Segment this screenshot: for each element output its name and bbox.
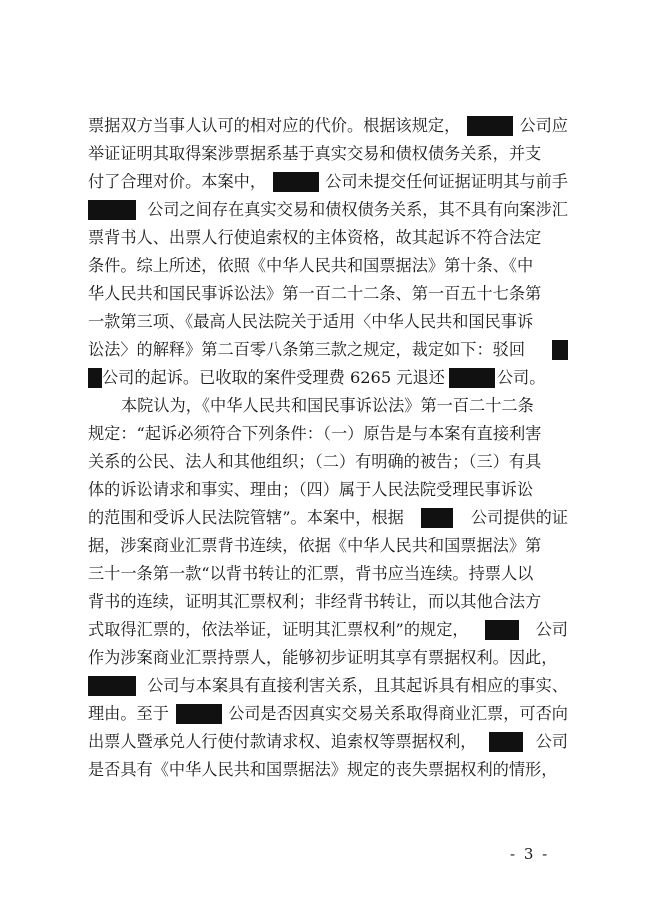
text-segment: 作为涉案商业汇票持票人，能够初步证明其享有票据权利。因此， (88, 648, 558, 667)
redaction-block (552, 340, 568, 360)
redaction-block (88, 368, 102, 388)
text-line (88, 112, 568, 140)
text-line (88, 224, 568, 252)
text-line (88, 280, 568, 308)
text-segment: 公司 (535, 732, 568, 751)
text-segment: 公司 (535, 620, 568, 639)
redaction-block (485, 620, 519, 640)
page-number: - 3 - (510, 845, 550, 863)
text-segment: 公司与本案具有直接利害关系，且其起诉具有相应的事实、 (147, 676, 568, 695)
text-segment: 公司是否因真实交易关系取得商业汇票，可否向 (228, 704, 568, 723)
text-segment: 华人民共和国民事诉讼法》第一百二十二条、第一百五十七条第 (88, 284, 542, 303)
redaction-block (489, 732, 523, 752)
text-line (88, 644, 568, 672)
text-segment: 公司。 (496, 368, 546, 387)
text-segment: 出票人暨承兑人行使付款请求权、追索权等票据权利， (88, 732, 477, 751)
text-segment: 票背书人、出票人行使追索权的主体资格，故其起诉不符合法定 (88, 228, 542, 247)
text-segment: 票据双方当事人认可的相对应的代价。根据该规定， (88, 116, 461, 135)
redaction-block (421, 508, 453, 528)
text-line (88, 672, 568, 700)
text-line (88, 560, 568, 588)
text-segment: 规定：“起诉必须符合下列条件：（一）原告是与本案有直接利害 (88, 424, 542, 443)
text-line (88, 140, 568, 168)
text-segment: 一款第三项、《最高人民法院关于适用〈中华人民共和国民事诉 (88, 312, 534, 331)
text-line (88, 756, 568, 784)
text-line (88, 336, 568, 364)
text-segment: 公司应 (519, 116, 568, 135)
text-line (88, 420, 568, 448)
redaction-block (88, 200, 136, 220)
text-line (88, 448, 568, 476)
redaction-block (273, 172, 319, 192)
text-segment: 举证证明其取得案涉票据系基于真实交易和债权债务关系，并支 (88, 144, 542, 163)
text-segment: 式取得汇票的，依法举证，证明其汇票权利”的规定， (88, 620, 469, 639)
text-segment: 据，涉案商业汇票背书连续，依据《中华人民共和国票据法》第 (88, 536, 542, 555)
text-segment: 理由。至于 (88, 704, 169, 723)
redaction-block (449, 368, 495, 388)
text-line (88, 196, 568, 224)
redaction-block (467, 116, 513, 136)
text-line (88, 588, 568, 616)
text-line (88, 532, 568, 560)
text-segment: 公司提供的证 (470, 508, 568, 527)
text-line (88, 168, 568, 196)
text-line (121, 392, 568, 420)
redaction-block (88, 676, 136, 696)
text-line (88, 504, 568, 532)
redaction-block (176, 704, 222, 724)
text-segment: 关系的公民、法人和其他组织；（二）有明确的被告；（三）有具 (88, 452, 542, 471)
text-segment: 公司未提交任何证据证明其与前手 (325, 172, 568, 191)
text-line (88, 476, 568, 504)
text-segment: 讼法〉的解释》第二百零八条第三款之规定，裁定如下：驳回 (88, 340, 526, 359)
text-line (88, 364, 568, 392)
text-segment: 是否具有《中华人民共和国票据法》规定的丧失票据权利的情形， (88, 760, 558, 779)
text-line (88, 700, 568, 728)
text-line (88, 728, 568, 756)
text-segment: 的范围和受诉人民法院管辖”。本案中，根据 (88, 508, 404, 527)
text-segment: 公司的起诉。已收取的案件受理费 6265 元退还 (102, 368, 445, 387)
text-segment: 背书的连续，证明其汇票权利；非经背书转让，而以其他合法方 (88, 592, 542, 611)
text-segment: 三十一条第一款“以背书转让的汇票，背书应当连续。持票人以 (88, 564, 534, 583)
text-segment: 本院认为，《中华人民共和国民事诉讼法》第一百二十二条 (121, 396, 534, 415)
text-segment: 体的诉讼请求和事实、理由；（四）属于人民法院受理民事诉讼 (88, 480, 534, 499)
text-line (88, 308, 568, 336)
text-segment: 条件。综上所述，依照《中华人民共和国票据法》第十条、《中 (88, 256, 534, 275)
text-line (88, 252, 568, 280)
text-segment: 付了合理对价。本案中， (88, 172, 267, 191)
text-segment: 公司之间存在真实交易和债权债务关系，其不具有向案涉汇 (147, 200, 568, 219)
text-line (88, 616, 568, 644)
